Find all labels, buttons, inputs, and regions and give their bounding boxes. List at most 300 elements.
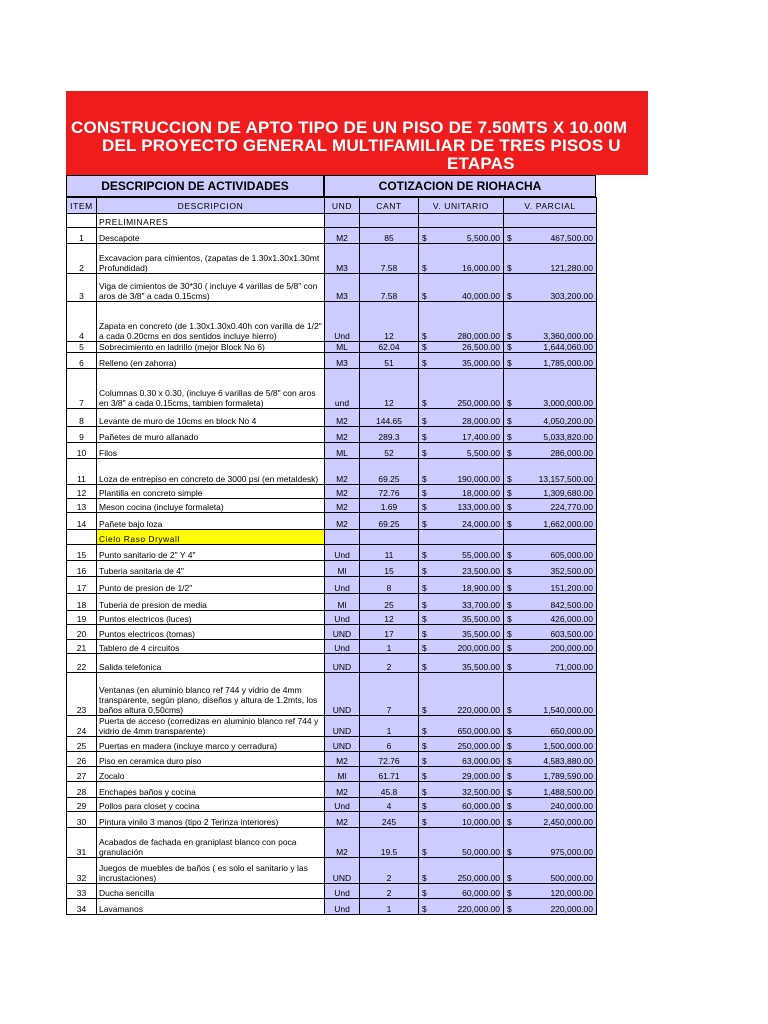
description: Pintura vinilo 3 manos (tipo 2 Terinza interiores): [97, 812, 325, 828]
description: Plantilla en concreto simple: [97, 485, 325, 499]
partial-value: [504, 625, 597, 640]
currency-sign: $: [422, 756, 427, 766]
unit-value: [419, 545, 504, 561]
quantity: 11: [360, 545, 419, 561]
section-row-preliminares: [67, 214, 597, 228]
currency-sign: $: [507, 904, 512, 914]
quantity: 7: [360, 673, 419, 716]
unit-of-measure: Und: [325, 884, 360, 899]
partial-value-amount: 426,000.00: [550, 614, 593, 624]
currency-sign: $: [422, 643, 427, 653]
partial-value-amount: 603,500.00: [550, 629, 593, 639]
item-number: 31: [67, 828, 97, 858]
unit-value: [419, 594, 504, 611]
table-row: [67, 782, 597, 798]
partial-value: [504, 752, 597, 767]
partial-value: [504, 353, 597, 369]
description: Tablero de 4 circuitos: [97, 640, 325, 654]
item-number: 23: [67, 673, 97, 716]
col-und: UND: [325, 198, 360, 214]
section-empty: [325, 530, 360, 545]
unit-of-measure: M3: [325, 274, 360, 302]
unit-of-measure: Und: [325, 640, 360, 654]
partial-value-amount: 605,000.00: [550, 550, 593, 560]
currency-sign: $: [422, 342, 427, 352]
description: Ventanas (en aluminio blanco ref 744 y vidrio de 4mm transparente, según plano, diseños y altura de 1.2mts, los baños altura 0,50cms): [97, 673, 325, 716]
unit-value: [419, 353, 504, 369]
table-row: [67, 459, 597, 485]
unit-value-amount: 60,000.00: [462, 801, 500, 811]
description: Filos: [97, 443, 325, 459]
partial-value: [504, 369, 597, 409]
partial-value: [504, 673, 597, 716]
unit-of-measure: Ml: [325, 594, 360, 611]
unit-value: [419, 369, 504, 409]
unit-of-measure: M2: [325, 499, 360, 513]
item-number: 11: [67, 459, 97, 485]
description: Enchapes baños y cocina: [97, 782, 325, 798]
quantity: 17: [360, 625, 419, 640]
currency-sign: $: [507, 358, 512, 368]
unit-value: [419, 274, 504, 302]
unit-value-amount: 190,000.00: [457, 474, 500, 484]
item-number: 13: [67, 499, 97, 513]
quantity: 2: [360, 858, 419, 884]
description: Tuberia de presion de media: [97, 594, 325, 611]
title-line-3: ETAPAS: [447, 154, 515, 173]
quantity: 8: [360, 577, 419, 594]
currency-sign: $: [422, 629, 427, 639]
description: Pollos para closet y cocina: [97, 798, 325, 812]
currency-sign: $: [507, 416, 512, 426]
description: Viga de cimientos de 30*30 ( incluye 4 varillas de 5/8" con aros de 3/8" a cada 0.15cms): [97, 274, 325, 302]
partial-value: [504, 443, 597, 459]
description: Piso en ceramica duro piso: [97, 752, 325, 767]
unit-value-amount: 35,500.00: [462, 629, 500, 639]
unit-value-amount: 26,500.00: [462, 342, 500, 352]
partial-value: [504, 594, 597, 611]
title-line-2: DEL PROYECTO GENERAL MULTIFAMILIAR DE TRES PISOS U: [102, 136, 621, 155]
unit-of-measure: ML: [325, 342, 360, 353]
currency-sign: $: [422, 263, 427, 273]
partial-value: [504, 767, 597, 782]
title-line-1: CONSTRUCCION DE APTO TIPO DE UN PISO DE 7.50MTS X 10.00M: [71, 118, 628, 137]
partial-value: [504, 545, 597, 561]
currency-sign: $: [507, 741, 512, 751]
currency-sign: $: [422, 502, 427, 512]
currency-sign: $: [507, 662, 512, 672]
description: Puntos electricos (tomas): [97, 625, 325, 640]
table-row: [67, 752, 597, 767]
description: Pañete bajo loza: [97, 513, 325, 530]
section-empty: [419, 530, 504, 545]
quantity: 1: [360, 716, 419, 737]
unit-value: [419, 409, 504, 427]
currency-sign: $: [507, 787, 512, 797]
table-row: [67, 716, 597, 737]
description: Excavacion para cimientos, (zapatas de 1.30x1.30x1.30mt Profundidad): [97, 244, 325, 274]
table-row: [67, 858, 597, 884]
quantity: 72.76: [360, 485, 419, 499]
unit-value: [419, 716, 504, 737]
partial-value-amount: 224,770.00: [550, 502, 593, 512]
currency-sign: $: [507, 519, 512, 529]
currency-sign: $: [422, 726, 427, 736]
section-item: [67, 530, 97, 545]
table-row: [67, 545, 597, 561]
quantity: 85: [360, 228, 419, 244]
partial-value: [504, 274, 597, 302]
unit-of-measure: UND: [325, 858, 360, 884]
partial-value: [504, 302, 597, 342]
unit-value: [419, 427, 504, 443]
currency-sign: $: [422, 550, 427, 560]
table-row: [67, 884, 597, 899]
unit-value: [419, 625, 504, 640]
unit-value-amount: 220,000.00: [457, 705, 500, 715]
currency-sign: $: [507, 488, 512, 498]
description: Meson cocina (incluye formaleta): [97, 499, 325, 513]
table-row: [67, 798, 597, 812]
item-number: 12: [67, 485, 97, 499]
currency-sign: $: [507, 801, 512, 811]
currency-sign: $: [422, 741, 427, 751]
table-row: [67, 369, 597, 409]
partial-value-amount: 1,309,680.00: [543, 488, 593, 498]
partial-value-amount: 650,000.00: [550, 726, 593, 736]
col-item: ITEM: [67, 198, 97, 214]
unit-of-measure: M2: [325, 828, 360, 858]
partial-value-amount: 71,000.00: [555, 662, 593, 672]
section-empty: [504, 530, 597, 545]
unit-of-measure: Und: [325, 302, 360, 342]
currency-sign: $: [422, 771, 427, 781]
quantity: 12: [360, 611, 419, 625]
currency-sign: $: [422, 358, 427, 368]
table-row: [67, 828, 597, 858]
unit-value: [419, 798, 504, 812]
unit-of-measure: ML: [325, 443, 360, 459]
item-number: 2: [67, 244, 97, 274]
partial-value-amount: 3,000,000.00: [543, 398, 593, 408]
unit-value-amount: 24,000.00: [462, 519, 500, 529]
unit-value-amount: 63,000.00: [462, 756, 500, 766]
table-row: [67, 625, 597, 640]
unit-value-amount: 5,500.00: [466, 448, 500, 458]
partial-value-amount: 121,280.00: [550, 263, 593, 273]
unit-value: [419, 858, 504, 884]
unit-value-amount: 33,700.00: [462, 600, 500, 610]
unit-value: [419, 443, 504, 459]
partial-value-amount: 352,500.00: [550, 566, 593, 576]
item-number: 28: [67, 782, 97, 798]
table-row: [67, 342, 597, 353]
currency-sign: $: [507, 873, 512, 883]
unit-of-measure: Und: [325, 545, 360, 561]
partial-value-amount: 2,450,000.00: [543, 817, 593, 827]
description: Zocalo: [97, 767, 325, 782]
unit-value: [419, 611, 504, 625]
unit-of-measure: M2: [325, 485, 360, 499]
activities-header: DESCRIPCION DE ACTIVIDADES: [66, 175, 324, 197]
unit-of-measure: M2: [325, 409, 360, 427]
item-number: 15: [67, 545, 97, 561]
unit-value: [419, 737, 504, 752]
quantity: 72.76: [360, 752, 419, 767]
description: Puntos electricos (luces): [97, 611, 325, 625]
description: Puertas en madera (incluye marco y cerradura): [97, 737, 325, 752]
quantity: 12: [360, 302, 419, 342]
unit-value-amount: 5,500.00: [466, 233, 500, 243]
unit-of-measure: M2: [325, 228, 360, 244]
unit-of-measure: UND: [325, 654, 360, 673]
quantity: 245: [360, 812, 419, 828]
section-row-cielo-raso: [67, 530, 597, 545]
item-number: 24: [67, 716, 97, 737]
quantity: 7.58: [360, 274, 419, 302]
quantity: 12: [360, 369, 419, 409]
item-number: 10: [67, 443, 97, 459]
item-number: 29: [67, 798, 97, 812]
currency-sign: $: [507, 398, 512, 408]
currency-sign: $: [507, 629, 512, 639]
unit-of-measure: M2: [325, 427, 360, 443]
currency-sign: $: [507, 263, 512, 273]
unit-value-amount: 35,500.00: [462, 614, 500, 624]
item-number: 25: [67, 737, 97, 752]
currency-sign: $: [422, 801, 427, 811]
unit-of-measure: Ml: [325, 561, 360, 577]
partial-value: [504, 409, 597, 427]
section-empty: [360, 530, 419, 545]
table-row: [67, 499, 597, 513]
item-number: 27: [67, 767, 97, 782]
description: Puerta de acceso (corredizas en aluminio blanco ref 744 y vidrio de 4mm transparente): [97, 716, 325, 737]
item-number: 3: [67, 274, 97, 302]
currency-sign: $: [422, 600, 427, 610]
unit-value: [419, 577, 504, 594]
description: Descapote: [97, 228, 325, 244]
unit-value: [419, 654, 504, 673]
currency-sign: $: [422, 519, 427, 529]
partial-value-amount: 3,360,000.00: [543, 331, 593, 341]
unit-value-amount: 35,000.00: [462, 358, 500, 368]
section-label: PRELIMINARES: [97, 214, 325, 228]
quantity: 62.04: [360, 342, 419, 353]
description: Juegos de muebles de baños ( es solo el sanitario y las incrustaciones): [97, 858, 325, 884]
unit-value-amount: 23,500.00: [462, 566, 500, 576]
table-row: [67, 228, 597, 244]
currency-sign: $: [507, 432, 512, 442]
currency-sign: $: [507, 342, 512, 352]
table-row: [67, 767, 597, 782]
unit-value-amount: 16,000.00: [462, 263, 500, 273]
partial-value: [504, 737, 597, 752]
partial-value-amount: 120,000.00: [550, 888, 593, 898]
partial-value: [504, 485, 597, 499]
partial-value: [504, 342, 597, 353]
partial-value: [504, 577, 597, 594]
currency-sign: $: [507, 600, 512, 610]
currency-sign: $: [422, 888, 427, 898]
unit-of-measure: UND: [325, 625, 360, 640]
unit-of-measure: Ml: [325, 767, 360, 782]
item-number: 34: [67, 899, 97, 915]
unit-of-measure: Und: [325, 899, 360, 915]
unit-of-measure: M2: [325, 812, 360, 828]
unit-value-amount: 250,000.00: [457, 398, 500, 408]
partial-value-amount: 1,488,500.00: [543, 787, 593, 797]
quantity: 15: [360, 561, 419, 577]
currency-sign: $: [507, 233, 512, 243]
quantity: 45.8: [360, 782, 419, 798]
currency-sign: $: [507, 502, 512, 512]
partial-value-amount: 5,033,820.00: [543, 432, 593, 442]
currency-sign: $: [422, 614, 427, 624]
table-row: [67, 673, 597, 716]
quantity: 7.58: [360, 244, 419, 274]
item-number: 32: [67, 858, 97, 884]
currency-sign: $: [422, 705, 427, 715]
currency-sign: $: [422, 448, 427, 458]
table-row: [67, 485, 597, 499]
item-number: 33: [67, 884, 97, 899]
currency-sign: $: [422, 233, 427, 243]
description: Sobrecimiento en ladrillo (mejor Block No 6): [97, 342, 325, 353]
quantity: 25: [360, 594, 419, 611]
unit-value-amount: 60,000.00: [462, 888, 500, 898]
partial-value-amount: 200,000.00: [550, 643, 593, 653]
table-row: [67, 427, 597, 443]
currency-sign: $: [422, 432, 427, 442]
currency-sign: $: [422, 817, 427, 827]
currency-sign: $: [507, 726, 512, 736]
partial-value-amount: 500,000.00: [550, 873, 593, 883]
quantity: 51: [360, 353, 419, 369]
item-number: 7: [67, 369, 97, 409]
quantity: 61.71: [360, 767, 419, 782]
partial-value-amount: 13,157,500.00: [538, 474, 593, 484]
col-cant: CANT: [360, 198, 419, 214]
item-number: 16: [67, 561, 97, 577]
partial-value-amount: 286,000.00: [550, 448, 593, 458]
unit-value-amount: 29,000.00: [462, 771, 500, 781]
description: Relleno (en zahorra): [97, 353, 325, 369]
partial-value-amount: 240,000.00: [550, 801, 593, 811]
description: Zapata en concreto (de 1.30x1.30x0.40h con varilla de 1/2" a cada 0.20cms en dos sentidos incluye hierro): [97, 302, 325, 342]
item-number: 26: [67, 752, 97, 767]
currency-sign: $: [507, 550, 512, 560]
table-row: [67, 513, 597, 530]
quantity: 289.3: [360, 427, 419, 443]
partial-value-amount: 1,785,000.00: [543, 358, 593, 368]
table-row: [67, 737, 597, 752]
column-header-row: [67, 198, 597, 214]
description: Columnas 0.30 x 0.30, (incluye 6 varillas de 5/8" con aros en 3/8" a cada 0.15cms, tambien formaleta): [97, 369, 325, 409]
unit-value: [419, 485, 504, 499]
currency-sign: $: [422, 583, 427, 593]
description: Pañetes de muro allanado: [97, 427, 325, 443]
currency-sign: $: [422, 291, 427, 301]
partial-value: [504, 899, 597, 915]
unit-value: [419, 812, 504, 828]
col-desc: DESCRIPCION: [97, 198, 325, 214]
unit-of-measure: M2: [325, 782, 360, 798]
description: Punto de presion de 1/2": [97, 577, 325, 594]
unit-value-amount: 55,000.00: [462, 550, 500, 560]
currency-sign: $: [507, 705, 512, 715]
unit-value: [419, 767, 504, 782]
unit-value: [419, 302, 504, 342]
item-number: 17: [67, 577, 97, 594]
partial-value: [504, 812, 597, 828]
unit-of-measure: M2: [325, 459, 360, 485]
item-number: 30: [67, 812, 97, 828]
table-row: [67, 611, 597, 625]
currency-sign: $: [507, 566, 512, 576]
currency-sign: $: [507, 291, 512, 301]
description: Tuberia sanitaria de 4": [97, 561, 325, 577]
item-number: 8: [67, 409, 97, 427]
quantity: 144.65: [360, 409, 419, 427]
partial-value-amount: 1,540,000.00: [543, 705, 593, 715]
currency-sign: $: [507, 614, 512, 624]
unit-value-amount: 28,000.00: [462, 416, 500, 426]
partial-value: [504, 640, 597, 654]
description: Ducha sencilla: [97, 884, 325, 899]
partial-value-amount: 151,200.00: [550, 583, 593, 593]
unit-value: [419, 513, 504, 530]
col-partial: V. PARCIAL: [504, 198, 597, 214]
table-row: [67, 302, 597, 342]
partial-value: [504, 561, 597, 577]
unit-value: [419, 499, 504, 513]
quantity: 69.25: [360, 459, 419, 485]
table-row: [67, 409, 597, 427]
currency-sign: $: [507, 474, 512, 484]
currency-sign: $: [507, 817, 512, 827]
unit-value-amount: 18,000.00: [462, 488, 500, 498]
partial-value: [504, 798, 597, 812]
unit-of-measure: UND: [325, 737, 360, 752]
quantity: 2: [360, 654, 419, 673]
partial-value-amount: 467,500.00: [550, 233, 593, 243]
section-label: Cielo Raso Drywall: [97, 530, 325, 545]
unit-value: [419, 828, 504, 858]
title-banner: [66, 91, 648, 175]
item-number: 18: [67, 594, 97, 611]
table-row: [67, 654, 597, 673]
unit-of-measure: und: [325, 369, 360, 409]
budget-table: [66, 197, 597, 915]
table-row: [67, 640, 597, 654]
description: Acabados de fachada en graniplast blanco con poca granulación: [97, 828, 325, 858]
table-row: [67, 577, 597, 594]
currency-sign: $: [422, 566, 427, 576]
partial-value: [504, 611, 597, 625]
item-number: 5: [67, 342, 97, 353]
description: Levante de muro de 10cms en block No 4: [97, 409, 325, 427]
unit-of-measure: UND: [325, 673, 360, 716]
partial-value-amount: 975,000.00: [550, 847, 593, 857]
currency-sign: $: [422, 787, 427, 797]
unit-value: [419, 884, 504, 899]
unit-value: [419, 228, 504, 244]
unit-value-amount: 32,500.00: [462, 787, 500, 797]
currency-sign: $: [507, 847, 512, 857]
partial-value: [504, 828, 597, 858]
item-number: 9: [67, 427, 97, 443]
